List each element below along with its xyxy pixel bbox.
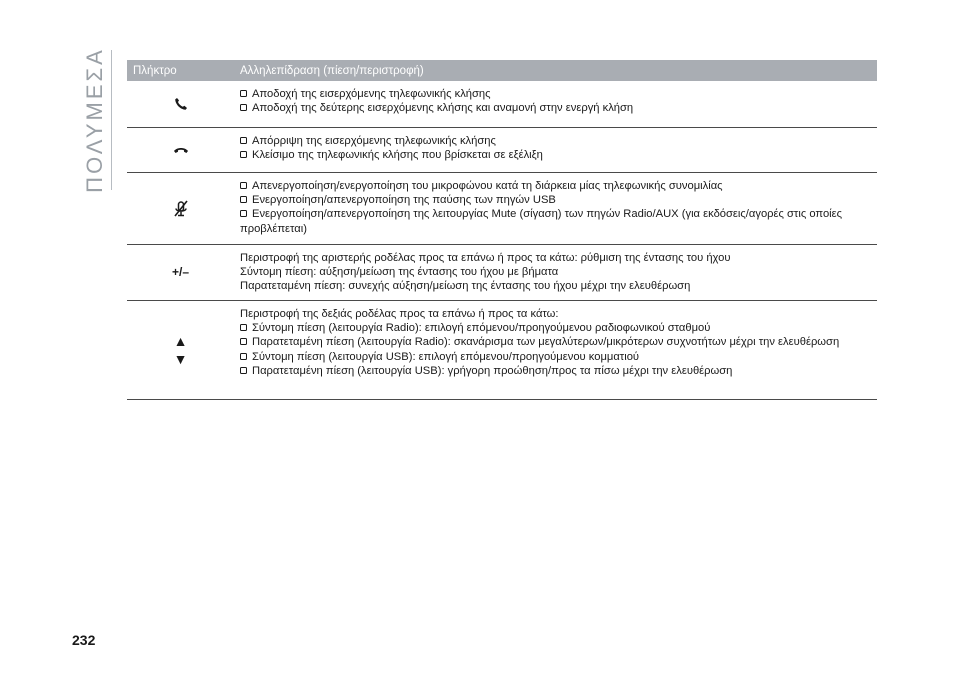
description-cell — [234, 81, 877, 127]
header-action: Αλληλεπίδραση (πίεση/περιστροφή) — [240, 64, 424, 77]
bullet-icon — [240, 367, 247, 374]
table-row — [127, 173, 877, 245]
bullet-icon — [240, 90, 247, 97]
list-item: Κλείσιμο της τηλεφωνικής κλήσης που βρίσκεται σε εξέλιξη — [240, 148, 873, 162]
arrow-up-icon: ▲ — [173, 333, 188, 349]
key-cell — [127, 301, 234, 399]
bullet-icon — [240, 104, 247, 111]
table-row — [127, 81, 877, 128]
controls-table — [127, 60, 877, 400]
description-cell — [234, 245, 877, 300]
mic-mute-icon — [173, 200, 189, 218]
phone-hangup-icon — [173, 145, 189, 155]
bullet-icon — [240, 196, 247, 203]
list-item: Ενεργοποίηση/απενεργοποίηση της λειτουργίας Mute (σίγαση) των πηγών Radio/AUX (για εκδόσεις/αγορές στις οποίες προβλέπεται) — [240, 208, 843, 235]
list-item: Αποδοχή της δεύτερης εισερχόμενης κλήσης και αναμονή στην ενεργή κλήση — [240, 101, 873, 115]
list-item: Απόρριψη της εισερχόμενης τηλεφωνικής κλήσης — [240, 134, 873, 148]
list-item: Παρατεταμένη πίεση (λειτουργία Radio): σκανάρισμα των μεγαλύτερων/μικρότερων συχνοτήτων μέχρι την ελευθέρωση — [240, 335, 873, 349]
bullet-icon — [240, 353, 247, 360]
description-cell — [234, 128, 877, 172]
bullet-icon — [240, 137, 247, 144]
list-intro: Περιστροφή της δεξιάς ροδέλας προς τα επάνω ή προς τα κάτω: — [240, 308, 559, 320]
list-item: Ενεργοποίηση/απενεργοποίηση της παύσης των πηγών USB — [240, 193, 873, 207]
bullet-icon — [240, 324, 247, 331]
key-cell — [127, 245, 234, 300]
key-cell — [127, 128, 234, 172]
list-item: Περιστροφή της αριστερής ροδέλας προς τα επάνω ή προς τα κάτω: ρύθμιση της έντασης του ήχου — [240, 252, 731, 264]
list-item: Αποδοχή της εισερχόμενης τηλεφωνικής κλήσης — [240, 87, 873, 101]
bullet-icon — [240, 182, 247, 189]
volume-key-label: +/– — [171, 265, 189, 280]
list-item: Σύντομη πίεση (λειτουργία USB): επιλογή επόμενου/προηγούμενου κομματιού — [240, 350, 873, 364]
list-item: Σύντομη πίεση (λειτουργία Radio): επιλογή επόμενου/προηγούμενου ραδιοφωνικού σταθμού — [240, 321, 873, 335]
list-item: Απενεργοποίηση/ενεργοποίηση του μικροφώνου κατά τη διάρκεια μίας τηλεφωνικής συνομιλίας — [240, 179, 873, 193]
bullet-icon — [240, 151, 247, 158]
description-cell — [234, 173, 877, 244]
arrow-down-icon: ▼ — [173, 351, 188, 367]
list-item: Παρατεταμένη πίεση (λειτουργία USB): γρήγορη προώθηση/προς τα πίσω μέχρι την ελευθέρωση — [240, 364, 873, 378]
table-row — [127, 245, 877, 301]
list-item: Παρατεταμένη πίεση: συνεχής αύξηση/μείωση της έντασης του ήχου μέχρι την ελευθέρωση — [240, 280, 691, 293]
section-rule — [111, 50, 112, 190]
table-row — [127, 128, 877, 173]
page-number: 232 — [72, 632, 96, 648]
bullet-icon — [240, 338, 247, 345]
description-cell — [234, 301, 877, 399]
table-row — [127, 301, 877, 400]
bullet-icon — [240, 210, 247, 217]
list-item: Σύντομη πίεση: αύξηση/μείωση της έντασης του ήχου με βήματα — [240, 266, 559, 279]
header-key: Πλήκτρο — [133, 64, 177, 77]
phone-answer-icon — [174, 97, 188, 111]
table-header — [127, 60, 877, 81]
section-title-text: ΠΟΛΥΜΕΣΑ — [82, 47, 107, 193]
section-title — [78, 47, 112, 193]
key-cell — [127, 173, 234, 244]
key-cell — [127, 81, 234, 127]
